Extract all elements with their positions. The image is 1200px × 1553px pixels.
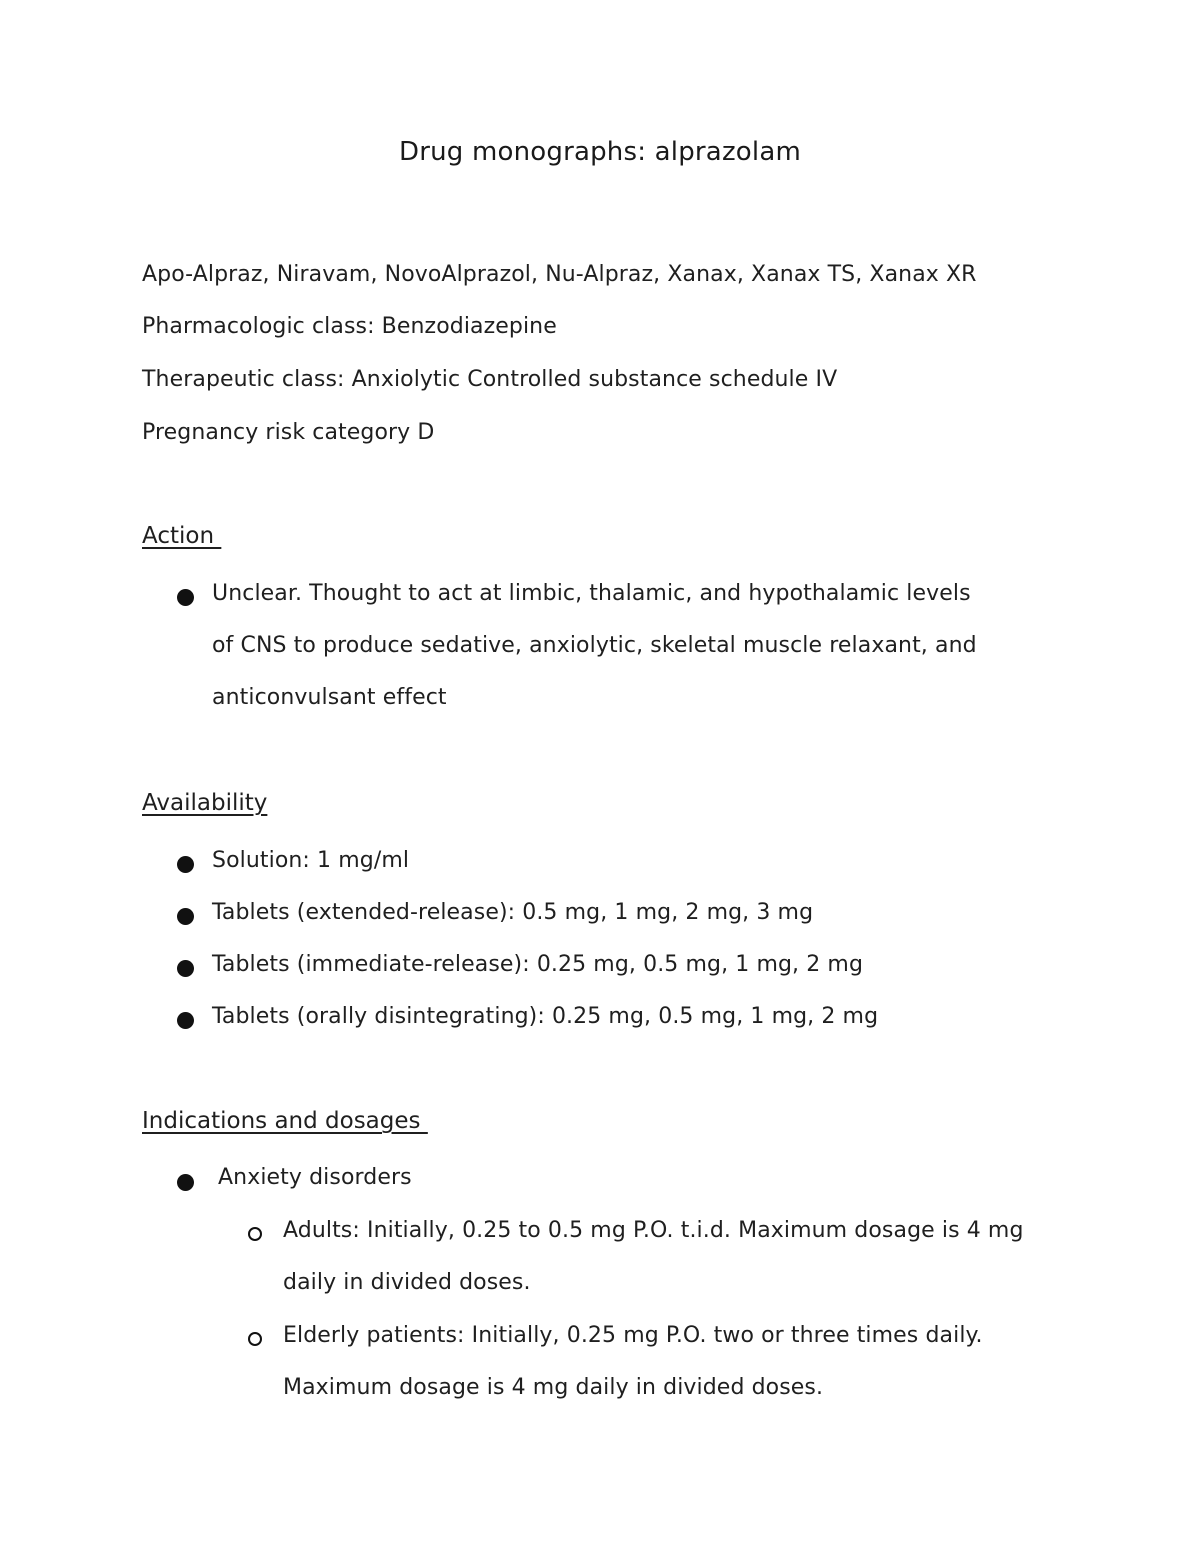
availability-item: Tablets (extended-release): 0.5 mg, 1 mg, 2 mg, 3 mg [212,900,814,925]
bullet-icon [177,960,194,977]
dosage-elderly-line-1: Elderly patients: Initially, 0.25 mg P.O. two or three times daily. [283,1323,983,1348]
dosage-adults-line-1: Adults: Initially, 0.25 to 0.5 mg P.O. t.i.d. Maximum dosage is 4 mg [283,1218,1024,1243]
hollow-bullet-icon [248,1332,262,1346]
bullet-icon [177,908,194,925]
therapeutic-class: Therapeutic class: Anxiolytic Controlled substance schedule IV [142,367,838,392]
dosage-adults-line-2: daily in divided doses. [283,1270,531,1295]
action-line-1: Unclear. Thought to act at limbic, thalamic, and hypothalamic levels [212,581,971,606]
availability-item: Tablets (orally disintegrating): 0.25 mg, 0.5 mg, 1 mg, 2 mg [212,1004,879,1029]
bullet-icon [177,1174,194,1191]
pharmacologic-class: Pharmacologic class: Benzodiazepine [142,314,557,339]
availability-item: Solution: 1 mg/ml [212,848,410,873]
hollow-bullet-icon [248,1227,262,1241]
pregnancy-risk-category: Pregnancy risk category D [142,420,435,445]
bullet-icon [177,589,194,606]
bullet-icon [177,1012,194,1029]
section-heading-indications: Indications and dosages [142,1108,428,1134]
dosage-elderly-line-2: Maximum dosage is 4 mg daily in divided doses. [283,1375,824,1400]
action-line-3: anticonvulsant effect [212,685,447,710]
availability-item: Tablets (immediate-release): 0.25 mg, 0.5 mg, 1 mg, 2 mg [212,952,864,977]
section-heading-availability: Availability [142,790,268,816]
action-line-2: of CNS to produce sedative, anxiolytic, skeletal muscle relaxant, and [212,633,977,658]
brand-names: Apo-Alpraz, Niravam, NovoAlprazol, Nu-Alpraz, Xanax, Xanax TS, Xanax XR [142,262,977,287]
section-heading-action: Action [142,523,222,549]
bullet-icon [177,856,194,873]
page-title: Drug monographs: alprazolam [399,137,801,167]
indication-item: Anxiety disorders [218,1165,412,1190]
